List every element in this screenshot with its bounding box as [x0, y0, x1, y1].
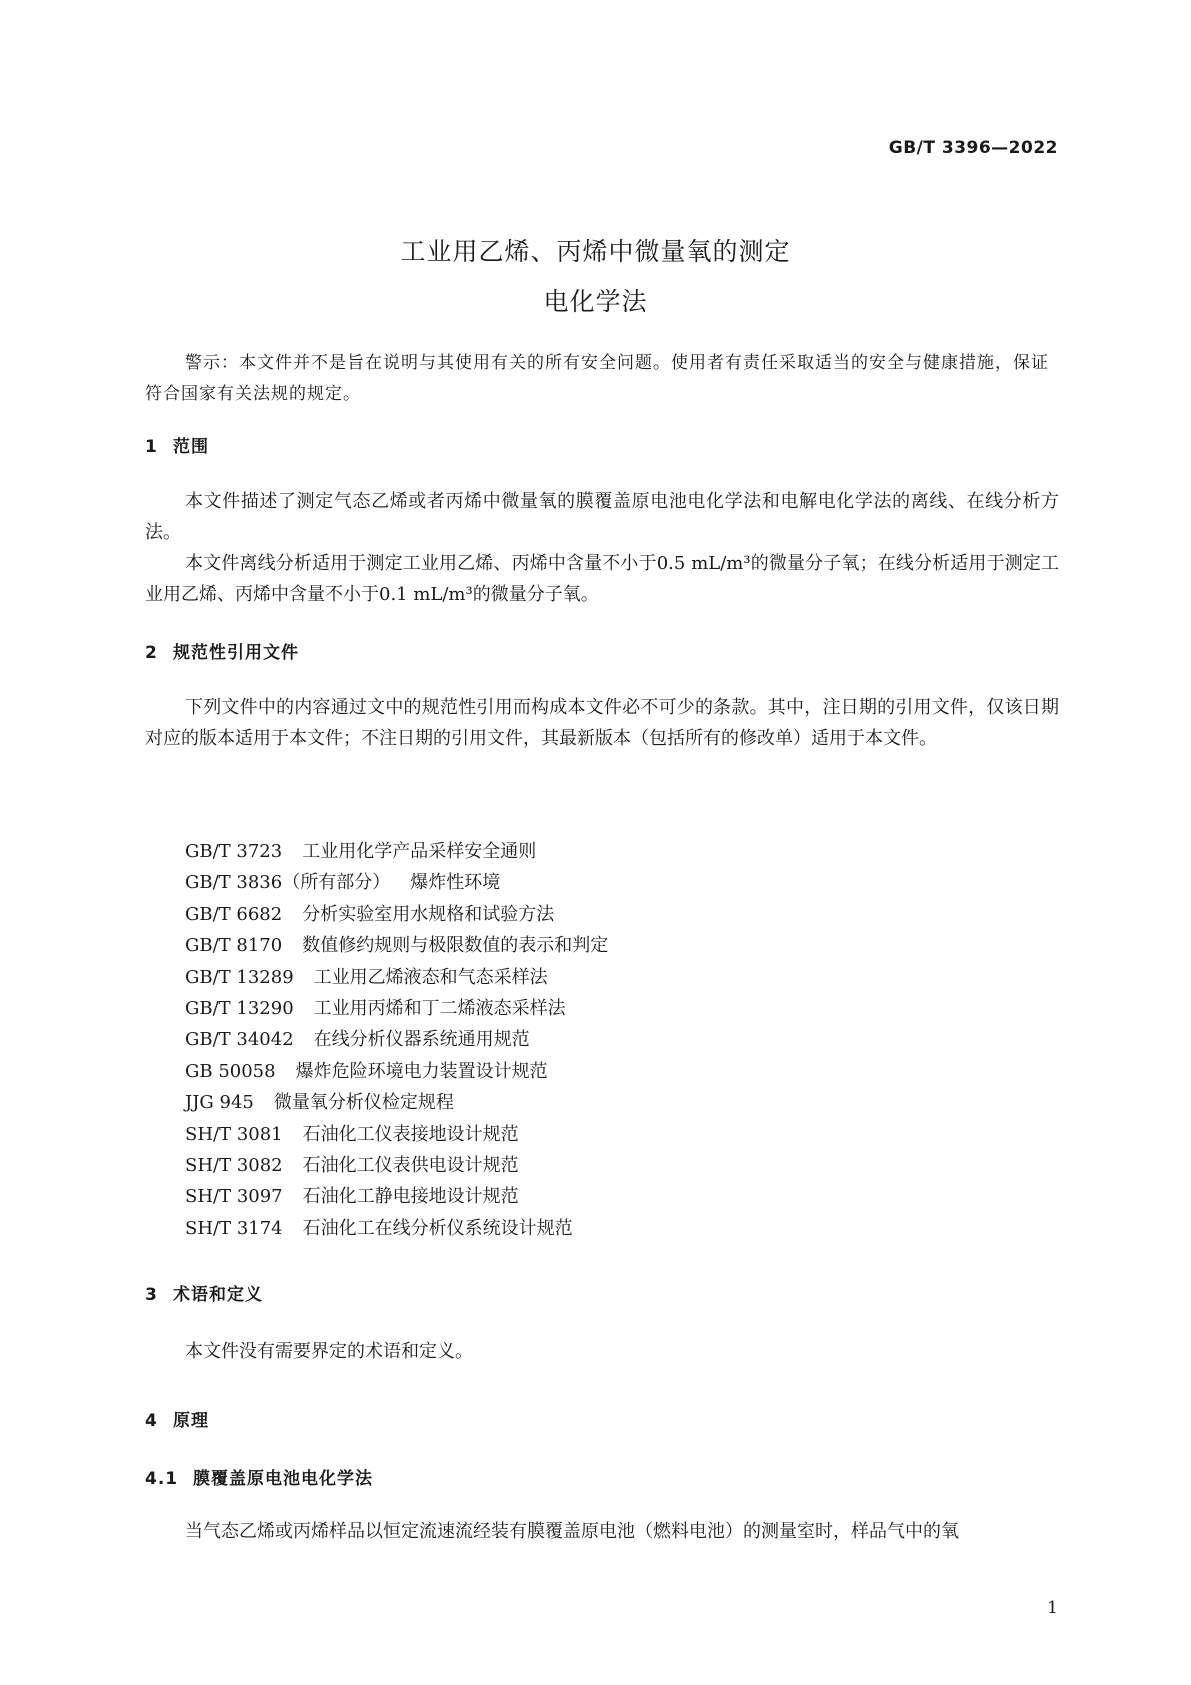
reference-code: SH/T 3174 — [185, 1217, 283, 1239]
paragraph: 本文件离线分析适用于测定工业用乙烯、丙烯中含量不小于0.5 mL/m³的微量分子氧；在线分析适用于测定工业用乙烯、丙烯中含量不小于0.1 mL/m³的微量分子氧。 — [145, 553, 1059, 605]
reference-item — [185, 899, 608, 930]
section-title: 术语和定义 — [173, 1285, 263, 1305]
principle-body — [145, 1516, 1059, 1547]
reference-title: 微量氧分析仪检定规程 — [273, 1092, 454, 1114]
reference-item — [185, 1181, 608, 1212]
reference-item — [185, 930, 608, 961]
section-number: 2 — [145, 643, 158, 663]
paragraph: 本文件描述了测定气态乙烯或者丙烯中微量氧的膜覆盖原电池电化学法和电解电化学法的离线、在线分析方法。 — [145, 491, 1059, 543]
section-title: 规范性引用文件 — [173, 643, 299, 663]
paragraph: 当气态乙烯或丙烯样品以恒定流速流经装有膜覆盖原电池（燃料电池）的测量室时，样品气中的氧 — [185, 1521, 959, 1542]
reference-title: 分析实验室用水规格和试验方法 — [302, 903, 555, 925]
reference-title: 爆炸危险环境电力装置设计规范 — [295, 1060, 548, 1082]
reference-item — [185, 1056, 608, 1087]
reference-item — [185, 1213, 608, 1244]
reference-list — [185, 836, 608, 1244]
section-heading-terms-definitions — [145, 1280, 263, 1305]
reference-item — [185, 867, 608, 898]
standard-number: GB/T 3396—2022 — [888, 138, 1058, 158]
subsection-title: 膜覆盖原电池电化学法 — [193, 1469, 373, 1489]
reference-code: GB/T 34042 — [185, 1029, 294, 1051]
paragraph: 下列文件中的内容通过文中的规范性引用而构成本文件必不可少的条款。其中，注日期的引用文件，仅该日期对应的版本适用于本文件；不注日期的引用文件，其最新版本（包括所有的修改单）适用于本文件。 — [145, 697, 1059, 749]
terms-body — [145, 1336, 1059, 1367]
page-number: 1 — [1047, 1598, 1058, 1618]
reference-title: 工业用丙烯和丁二烯液态采样法 — [313, 997, 566, 1019]
section-number: 4 — [145, 1411, 158, 1431]
reference-title: 石油化工静电接地设计规范 — [302, 1186, 519, 1208]
document-title-line2: 电化学法 — [543, 287, 648, 316]
subsection-number: 4.1 — [145, 1469, 179, 1489]
reference-item — [185, 1087, 608, 1118]
reference-title: 工业用化学产品采样安全通则 — [302, 841, 537, 862]
reference-code: GB/T 13289 — [185, 966, 294, 988]
section-number: 3 — [145, 1285, 158, 1305]
reference-code: GB/T 8170 — [185, 935, 283, 957]
references-intro — [145, 692, 1059, 754]
section-heading-principle — [145, 1406, 209, 1431]
section-number: 1 — [145, 437, 158, 457]
reference-code: GB/T 3836（所有部分） — [185, 872, 391, 894]
paragraph: 本文件没有需要界定的术语和定义。 — [185, 1341, 473, 1362]
reference-title: 数值修约规则与极限数值的表示和判定 — [302, 935, 609, 957]
reference-code: SH/T 3081 — [185, 1123, 283, 1145]
section-heading-scope — [145, 432, 209, 457]
reference-title: 爆炸性环境 — [410, 872, 501, 894]
warning-text: 警示：本文件并不是旨在说明与其使用有关的所有安全问题。使用者有责任采取适当的安全与健康措施，保证符合国家有关法规的规定。 — [145, 353, 1049, 404]
reference-code: JJG 945 — [185, 1092, 254, 1114]
reference-item — [185, 962, 608, 993]
safety-warning — [145, 348, 1059, 410]
reference-item — [185, 836, 608, 867]
reference-code: GB 50058 — [185, 1060, 276, 1082]
reference-item — [185, 993, 608, 1024]
reference-title: 石油化工仪表接地设计规范 — [302, 1123, 519, 1145]
section-heading-normative-references — [145, 638, 299, 663]
reference-title: 石油化工在线分析仪系统设计规范 — [302, 1217, 573, 1239]
document-title-line1: 工业用乙烯、丙烯中微量氧的测定 — [400, 237, 791, 266]
reference-item — [185, 1119, 608, 1150]
scope-body — [145, 486, 1059, 610]
section-title: 原理 — [173, 1411, 209, 1431]
section-title: 范围 — [173, 437, 209, 457]
reference-title: 石油化工仪表供电设计规范 — [302, 1154, 519, 1176]
reference-item — [185, 1024, 608, 1055]
reference-code: GB/T 13290 — [185, 997, 294, 1019]
reference-title: 在线分析仪器系统通用规范 — [313, 1029, 530, 1051]
reference-code: GB/T 3723 — [185, 841, 283, 862]
reference-item — [185, 1150, 608, 1181]
reference-code: GB/T 6682 — [185, 903, 283, 925]
reference-code: SH/T 3082 — [185, 1154, 283, 1176]
reference-code: SH/T 3097 — [185, 1186, 283, 1208]
reference-title: 工业用乙烯液态和气态采样法 — [313, 966, 548, 988]
subsection-heading-membrane-cell — [145, 1464, 373, 1489]
